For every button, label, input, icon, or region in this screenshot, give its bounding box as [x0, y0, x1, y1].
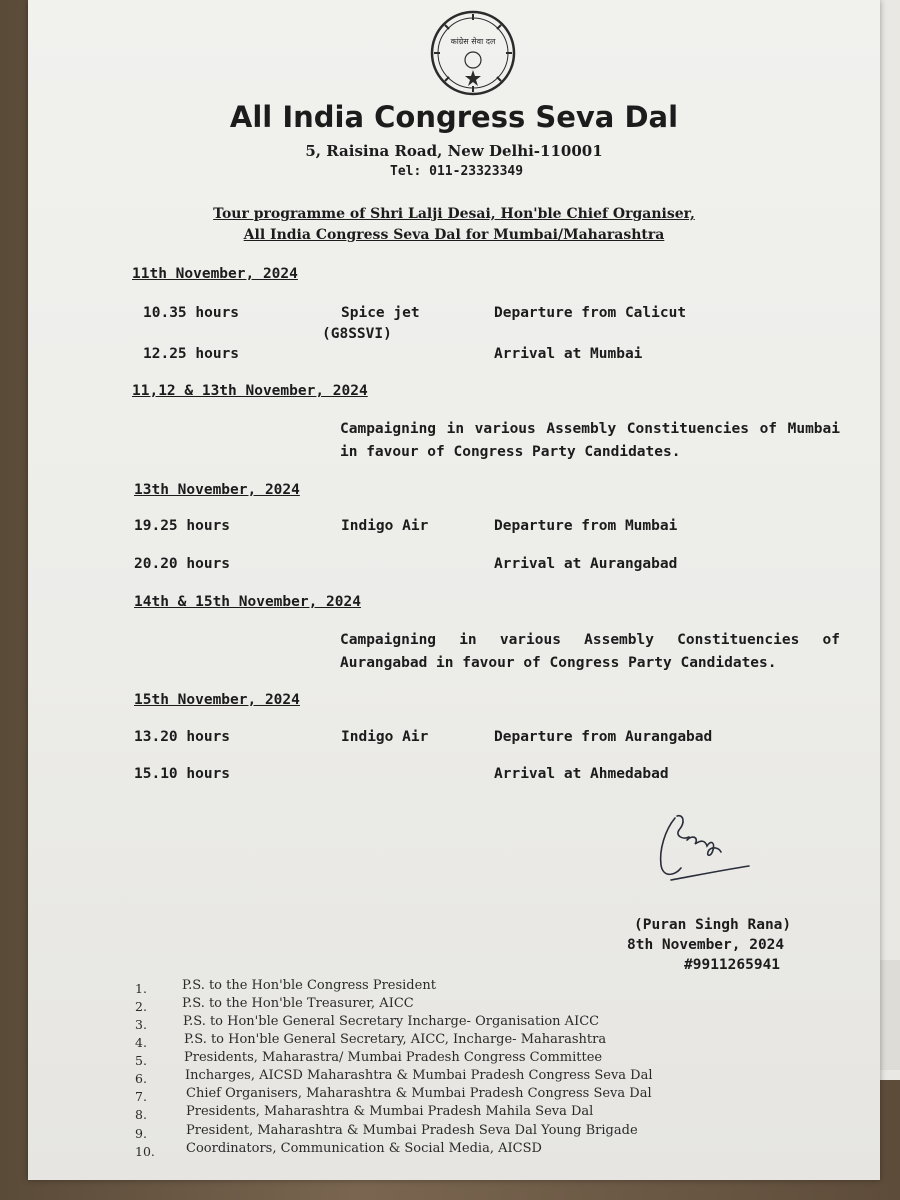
- list-number: 2.: [135, 999, 147, 1014]
- schedule-activity: Arrival at Mumbai: [494, 346, 643, 362]
- schedule-time: 10.35 hours: [143, 305, 240, 321]
- list-item: Chief Organisers, Maharashtra & Mumbai Pradesh Congress Seva Dal: [186, 1086, 652, 1101]
- document-page: [28, 0, 880, 1180]
- list-number: 4.: [135, 1035, 147, 1050]
- tour-title-line1: Tour programme of Shri Lalji Desai, Hon'ble Chief Organiser,: [213, 206, 695, 222]
- schedule-carrier: Indigo Air: [341, 729, 429, 745]
- schedule-date: 11,12 & 13th November, 2024: [132, 383, 368, 399]
- list-number: 8.: [135, 1107, 147, 1122]
- schedule-flight-number: (G8SSVI): [322, 326, 392, 342]
- list-number: 1.: [135, 981, 147, 996]
- campaign-description: Campaigning in various Assembly Constituencies of Mumbai in favour of Congress Party Candidates.: [340, 421, 840, 460]
- list-number: 5.: [135, 1053, 147, 1068]
- schedule-time: 13.20 hours: [134, 729, 231, 745]
- list-item: P.S. to Hon'ble General Secretary, AICC, Incharge- Maharashtra: [184, 1032, 607, 1047]
- schedule-activity: Arrival at Ahmedabad: [494, 766, 669, 782]
- org-address: 5, Raisina Road, New Delhi-110001: [305, 142, 603, 160]
- list-item: Presidents, Maharastra/ Mumbai Pradesh Congress Committee: [184, 1050, 603, 1065]
- list-item: P.S. to the Hon'ble Congress President: [182, 978, 436, 993]
- org-telephone: Tel: 011-23323349: [390, 164, 524, 179]
- list-item: Coordinators, Communication & Social Media, AICSD: [186, 1141, 542, 1156]
- list-item: P.S. to Hon'ble General Secretary Incharge- Organisation AICC: [183, 1014, 600, 1029]
- signatory-phone: #9911265941: [684, 957, 781, 973]
- schedule-date: 15th November, 2024: [134, 692, 300, 708]
- schedule-activity: Departure from Calicut: [494, 305, 687, 321]
- schedule-time: 15.10 hours: [134, 766, 231, 782]
- schedule-activity: Departure from Mumbai: [494, 518, 678, 534]
- list-number: 6.: [135, 1071, 147, 1086]
- list-number: 10.: [135, 1144, 155, 1159]
- schedule-time: 19.25 hours: [134, 518, 231, 534]
- schedule-carrier: Spice jet: [341, 305, 420, 321]
- handwritten-signature: [653, 810, 753, 885]
- schedule-time: 20.20 hours: [134, 556, 231, 572]
- list-item: P.S. to the Hon'ble Treasurer, AICC: [182, 996, 414, 1011]
- signatory-name: (Puran Singh Rana): [634, 917, 792, 933]
- list-item: Presidents, Maharashtra & Mumbai Pradesh Mahila Seva Dal: [186, 1104, 594, 1119]
- org-name: All India Congress Seva Dal: [229, 100, 679, 134]
- list-number: 7.: [135, 1089, 147, 1104]
- schedule-carrier: Indigo Air: [341, 518, 429, 534]
- seva-dal-emblem-icon: [430, 10, 516, 96]
- schedule-date: 14th & 15th November, 2024: [134, 594, 361, 610]
- emblem-text: कांग्रेस सेवा दल: [450, 37, 496, 46]
- signature-date: 8th November, 2024: [627, 937, 785, 953]
- adjacent-paper-edge: [877, 960, 900, 1070]
- campaign-description: Campaigning in various Assembly Constituencies of Aurangabad in favour of Congress Party Candidates.: [340, 632, 840, 671]
- list-item: President, Maharashtra & Mumbai Pradesh Seva Dal Young Brigade: [186, 1123, 638, 1138]
- list-number: 3.: [135, 1017, 147, 1032]
- schedule-date: 11th November, 2024: [132, 266, 298, 282]
- schedule-activity: Departure from Aurangabad: [494, 729, 713, 745]
- list-item: Incharges, AICSD Maharashtra & Mumbai Pradesh Congress Seva Dal: [185, 1068, 653, 1083]
- list-number: 9.: [135, 1126, 147, 1141]
- schedule-date: 13th November, 2024: [134, 482, 300, 498]
- schedule-time: 12.25 hours: [143, 346, 240, 362]
- tour-title-line2: All India Congress Seva Dal for Mumbai/Maharashtra: [243, 227, 665, 243]
- schedule-activity: Arrival at Aurangabad: [494, 556, 678, 572]
